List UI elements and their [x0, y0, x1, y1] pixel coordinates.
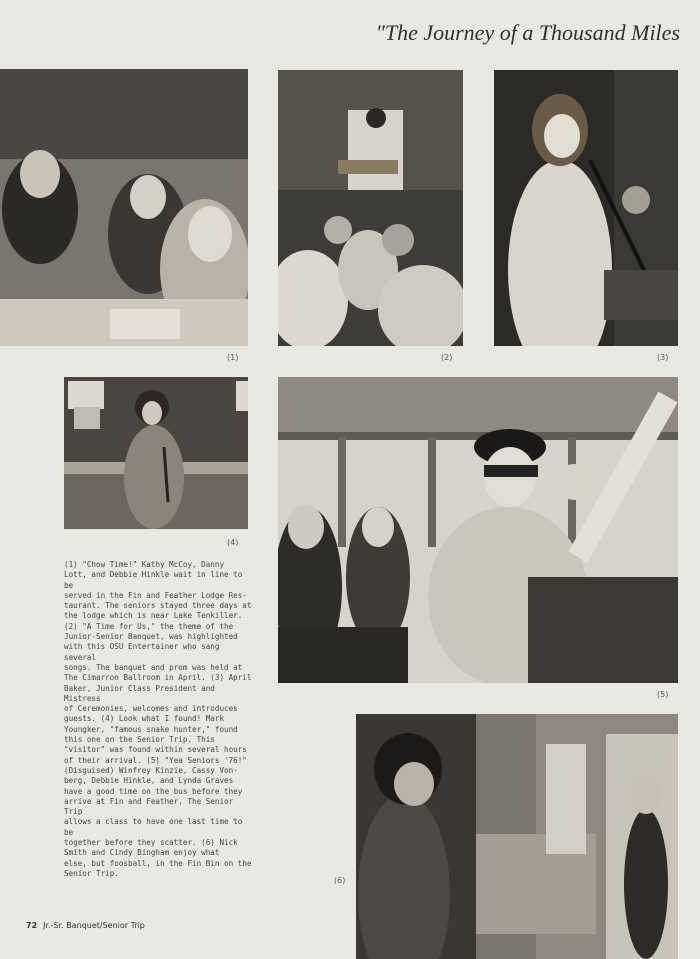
caption-line: Smith and Cindy Bingham enjoy what [64, 848, 220, 858]
caption-line: arrive at Fin and Feather. The Senior Trip [64, 796, 234, 817]
page-number: 72 [26, 921, 38, 930]
photo-1-number: (1) [227, 353, 239, 362]
caption-line: berg, Debbie Hinkle, and Lynda Graves [64, 776, 234, 786]
caption-line: have a good time on the bus before they [64, 786, 243, 796]
caption-line: Baker, Junior Class President and Mistress [64, 683, 215, 703]
photo-2 [278, 70, 463, 346]
caption-text [64, 560, 254, 879]
page-footer [26, 921, 145, 930]
caption-line: served in the Fin and Feather Lodge Res- [64, 590, 247, 600]
caption-line: (1) "Chow Time!" Kathy McCoy, Danny [64, 560, 225, 569]
caption-line: with this OSU Entertainer who sang several [64, 642, 220, 662]
photo-5 [278, 377, 678, 683]
caption-line: the lodge which is near Lake Tenkiller. [64, 611, 243, 621]
caption-line: (2) "A Time for Us," the theme of the [64, 621, 234, 631]
caption-line: together before they scatter. (6) Nick [64, 838, 238, 848]
page-headline: "The Journey of a Thousand Miles [375, 20, 680, 45]
caption-line: Senior Trip. [64, 868, 119, 878]
photo-6 [356, 714, 678, 959]
photo-4 [64, 377, 248, 529]
photo-4-number: (4) [227, 538, 239, 547]
caption-line: (Disguised) Winfrey Kinzie, Cassy Von- [64, 765, 238, 775]
caption-line: songs. The banquet and prom was held at [64, 662, 243, 672]
section-title: Jr.-Sr. Banquet/Senior Trip [43, 921, 145, 930]
caption-line: this one on the Senior Trip. This [64, 735, 215, 745]
photo-2-number: (2) [441, 353, 453, 362]
caption-line: of Ceremonies, welcomes and introduces [64, 704, 238, 714]
caption-line: "visitor" was found within several hours [64, 745, 247, 755]
caption-line: The Cimarron Ballroom in April. (3) April [64, 673, 252, 683]
photo-3-number: (3) [657, 353, 669, 362]
photo-6-number: (6) [334, 876, 346, 885]
caption-line: guests. (4) Look what I found! Mark [64, 714, 225, 724]
caption-line: taurant. The seniors stayed three days at [64, 601, 252, 611]
caption-line: allows a class to have one last time to be [64, 817, 243, 837]
caption-line: else, but foosball, in the Fin Bin on the [64, 858, 252, 868]
caption-line: Youngker, "famous snake hunter," found [64, 724, 238, 734]
photo-1 [0, 69, 248, 346]
caption-line: of their arrival. (5) "Yea Seniors '76!" [64, 755, 247, 765]
caption-line: Lott, and Debbie Hinkle wait in line to be [64, 570, 243, 590]
caption-line: Junior-Senior Banquet, was highlighted [64, 632, 238, 642]
photo-3 [494, 70, 678, 346]
photo-5-number: (5) [657, 690, 669, 699]
